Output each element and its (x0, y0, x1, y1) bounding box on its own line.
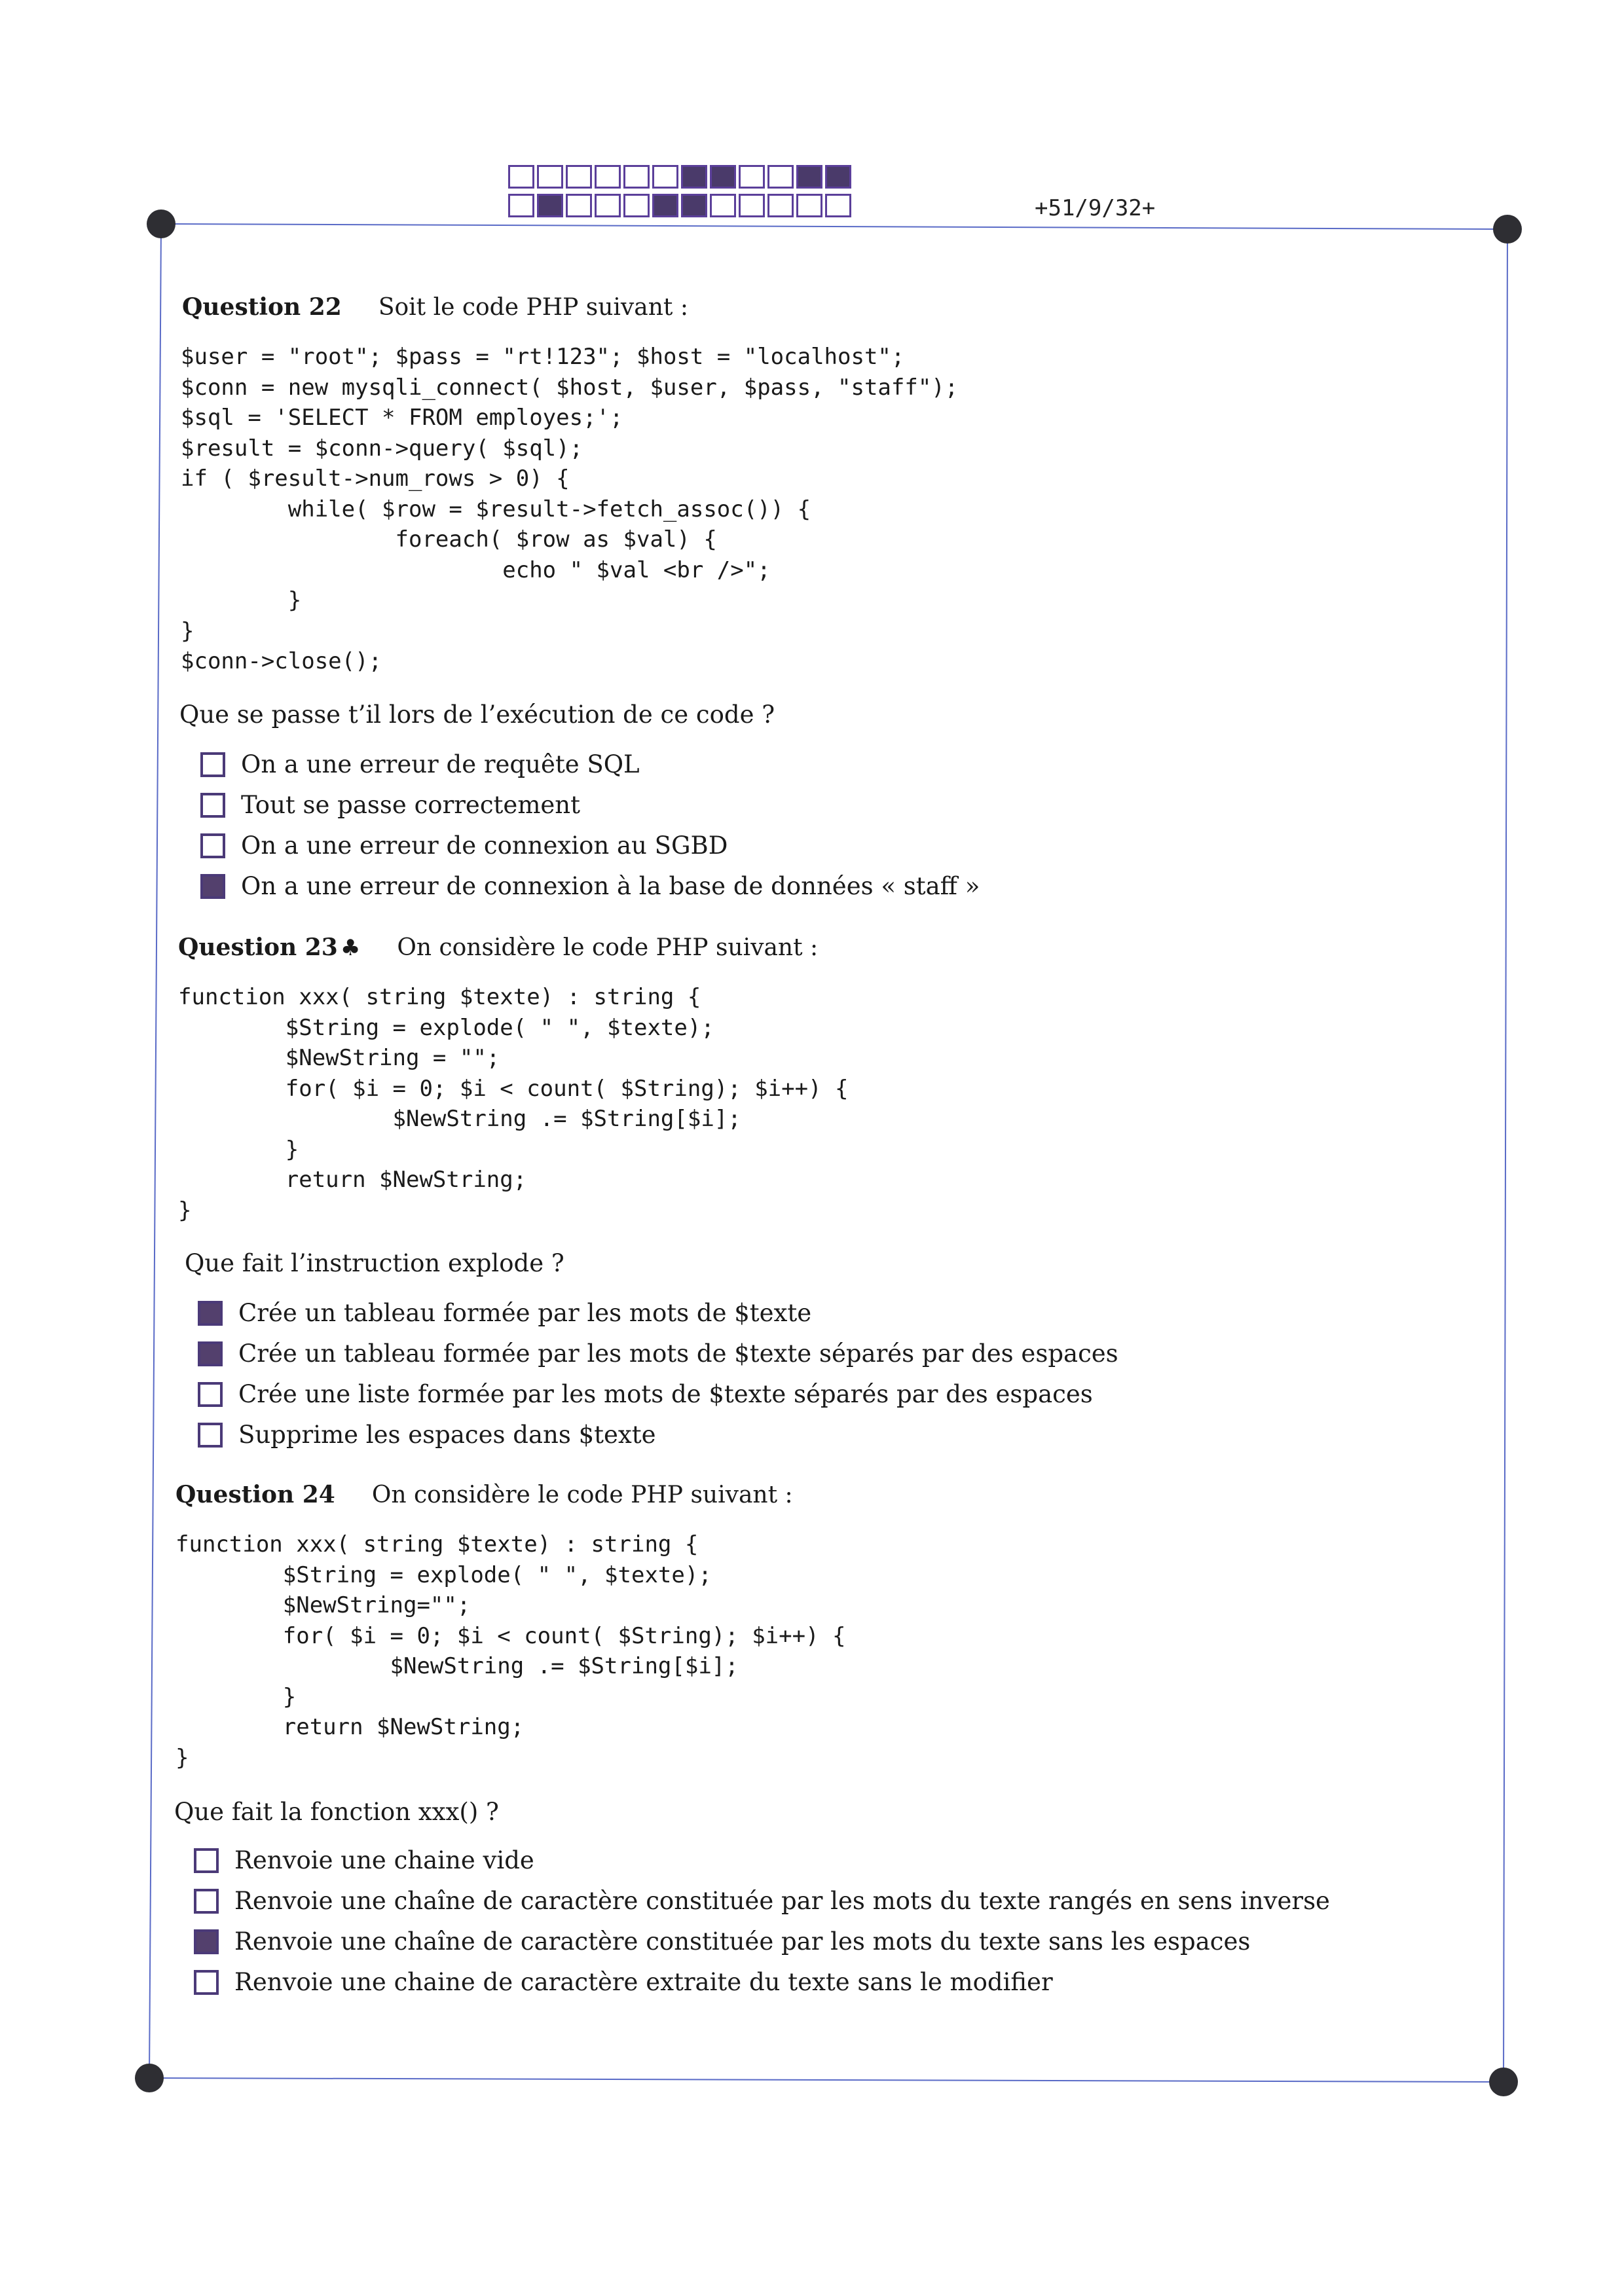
answer-label: Renvoie une chaîne de caractère constituée par les mots du texte rangés en sens inverse (234, 1887, 1330, 1915)
id-box-cell (623, 165, 650, 189)
code-block: function xxx( string $texte) : string { $String = explode( " ", $texte); $NewString=""; for( $i = 0; $i < count( $String); $i++) { $NewString .= $String[$i]; } return $NewString; } (175, 1531, 846, 1771)
answer-checkbox[interactable] (200, 833, 225, 858)
answer-checkbox[interactable] (198, 1301, 223, 1326)
answer-label: Crée un tableau formée par les mots de $texte séparés par des espaces (238, 1339, 1118, 1368)
answer-option[interactable] (194, 1968, 1053, 1996)
answer-option[interactable] (194, 1846, 534, 1874)
code-block: $user = "root"; $pass = "rt!123"; $host = "localhost"; $conn = new mysqli_connect( $host, $user, $pass, "staff"); $sql = 'SELECT * FROM employes;'; $result = $conn->query( $sql); if ( $result->num_rows > 0) { while( $row = $result->fetch_assoc()) { foreach( $row as $val) { echo " $val <br />"; } } $conn->close(); (181, 344, 959, 674)
question-prompt: Que fait l’instruction explode ? (185, 1249, 564, 1277)
answer-option[interactable] (198, 1299, 811, 1327)
answer-checkbox[interactable] (194, 1889, 219, 1914)
answer-checkbox[interactable] (194, 1929, 219, 1954)
question-22-header (182, 293, 688, 321)
id-box-cell (739, 194, 765, 217)
answer-option[interactable] (194, 1887, 1330, 1915)
id-box-cell (652, 194, 678, 217)
id-box-cell (739, 165, 765, 189)
id-box-cell (825, 194, 851, 217)
answer-option[interactable] (200, 750, 640, 778)
answer-checkbox[interactable] (198, 1423, 223, 1448)
answer-label: Tout se passe correctement (241, 791, 580, 819)
question-prompt: Que fait la fonction xxx() ? (174, 1798, 499, 1826)
answer-label: On a une erreur de connexion à la base de données « staff » (241, 872, 980, 900)
id-box-cell (508, 165, 534, 189)
answer-label: Supprime les espaces dans $texte (238, 1421, 656, 1449)
question-23-header (178, 934, 818, 961)
id-box-cell (652, 165, 678, 189)
id-box-cell (508, 194, 534, 217)
answer-label: On a une erreur de requête SQL (241, 750, 640, 778)
registration-mark-bottom-left (135, 2064, 164, 2092)
code-block: function xxx( string $texte) : string { $String = explode( " ", $texte); $NewString = ""; for( $i = 0; $i < count( $String); $i++) { $NewString .= $String[$i]; } return $NewString; } (178, 984, 849, 1224)
question-24-header (175, 1481, 793, 1508)
answer-checkbox[interactable] (194, 1848, 219, 1873)
id-box-row (508, 165, 854, 189)
registration-mark-top-left (147, 210, 175, 238)
id-box-cell (710, 194, 736, 217)
id-box-cell (595, 165, 621, 189)
answer-label: Crée un tableau formée par les mots de $texte (238, 1299, 812, 1327)
question-intro: Soit le code PHP suivant : (378, 294, 688, 321)
question-prompt: Que se passe t’il lors de l’exécution de ce code ? (179, 701, 775, 729)
answer-checkbox[interactable] (200, 793, 225, 818)
id-box-cell (537, 165, 563, 189)
answer-option[interactable] (198, 1380, 1093, 1408)
id-box-cell (537, 194, 563, 217)
id-box-cell (566, 194, 592, 217)
id-box-cell (767, 194, 794, 217)
id-box-cell (681, 165, 707, 189)
answer-checkbox[interactable] (198, 1341, 223, 1366)
answer-label: On a une erreur de connexion au SGBD (241, 831, 728, 860)
question-number: Question 22 (182, 293, 342, 321)
id-box-cell (796, 165, 822, 189)
id-box-cell (825, 165, 851, 189)
answer-option[interactable] (200, 831, 728, 860)
question-intro: On considère le code PHP suivant : (397, 934, 819, 961)
id-box-cell (566, 165, 592, 189)
answer-option[interactable] (194, 1927, 1250, 1956)
id-box-cell (710, 165, 736, 189)
club-icon: ♣ (340, 935, 361, 961)
answer-option[interactable] (198, 1421, 656, 1449)
answer-checkbox[interactable] (194, 1970, 219, 1995)
question-intro: On considère le code PHP suivant : (371, 1482, 793, 1508)
question-number: Question 23 (178, 934, 338, 961)
answer-option[interactable] (200, 872, 980, 900)
answer-option[interactable] (200, 791, 580, 819)
answer-checkbox[interactable] (200, 752, 225, 777)
page-code: +51/9/32+ (1035, 195, 1156, 221)
id-box-cell (623, 194, 650, 217)
answer-checkbox[interactable] (198, 1382, 223, 1407)
question-number: Question 24 (175, 1481, 335, 1508)
registration-mark-bottom-right (1489, 2068, 1518, 2096)
answer-label: Crée une liste formée par les mots de $texte séparés par des espaces (238, 1380, 1093, 1408)
registration-mark-top-right (1493, 215, 1522, 244)
id-box-cell (767, 165, 794, 189)
answer-label: Renvoie une chaine de caractère extraite du texte sans le modifier (234, 1968, 1053, 1996)
answer-label: Renvoie une chaîne de caractère constituée par les mots du texte sans les espaces (234, 1927, 1251, 1956)
id-box-grid (508, 165, 854, 223)
answer-option[interactable] (198, 1339, 1118, 1368)
id-box-row (508, 194, 854, 217)
id-box-cell (681, 194, 707, 217)
id-box-cell (595, 194, 621, 217)
answer-checkbox[interactable] (200, 874, 225, 899)
answer-label: Renvoie une chaine vide (234, 1846, 534, 1874)
id-box-cell (796, 194, 822, 217)
